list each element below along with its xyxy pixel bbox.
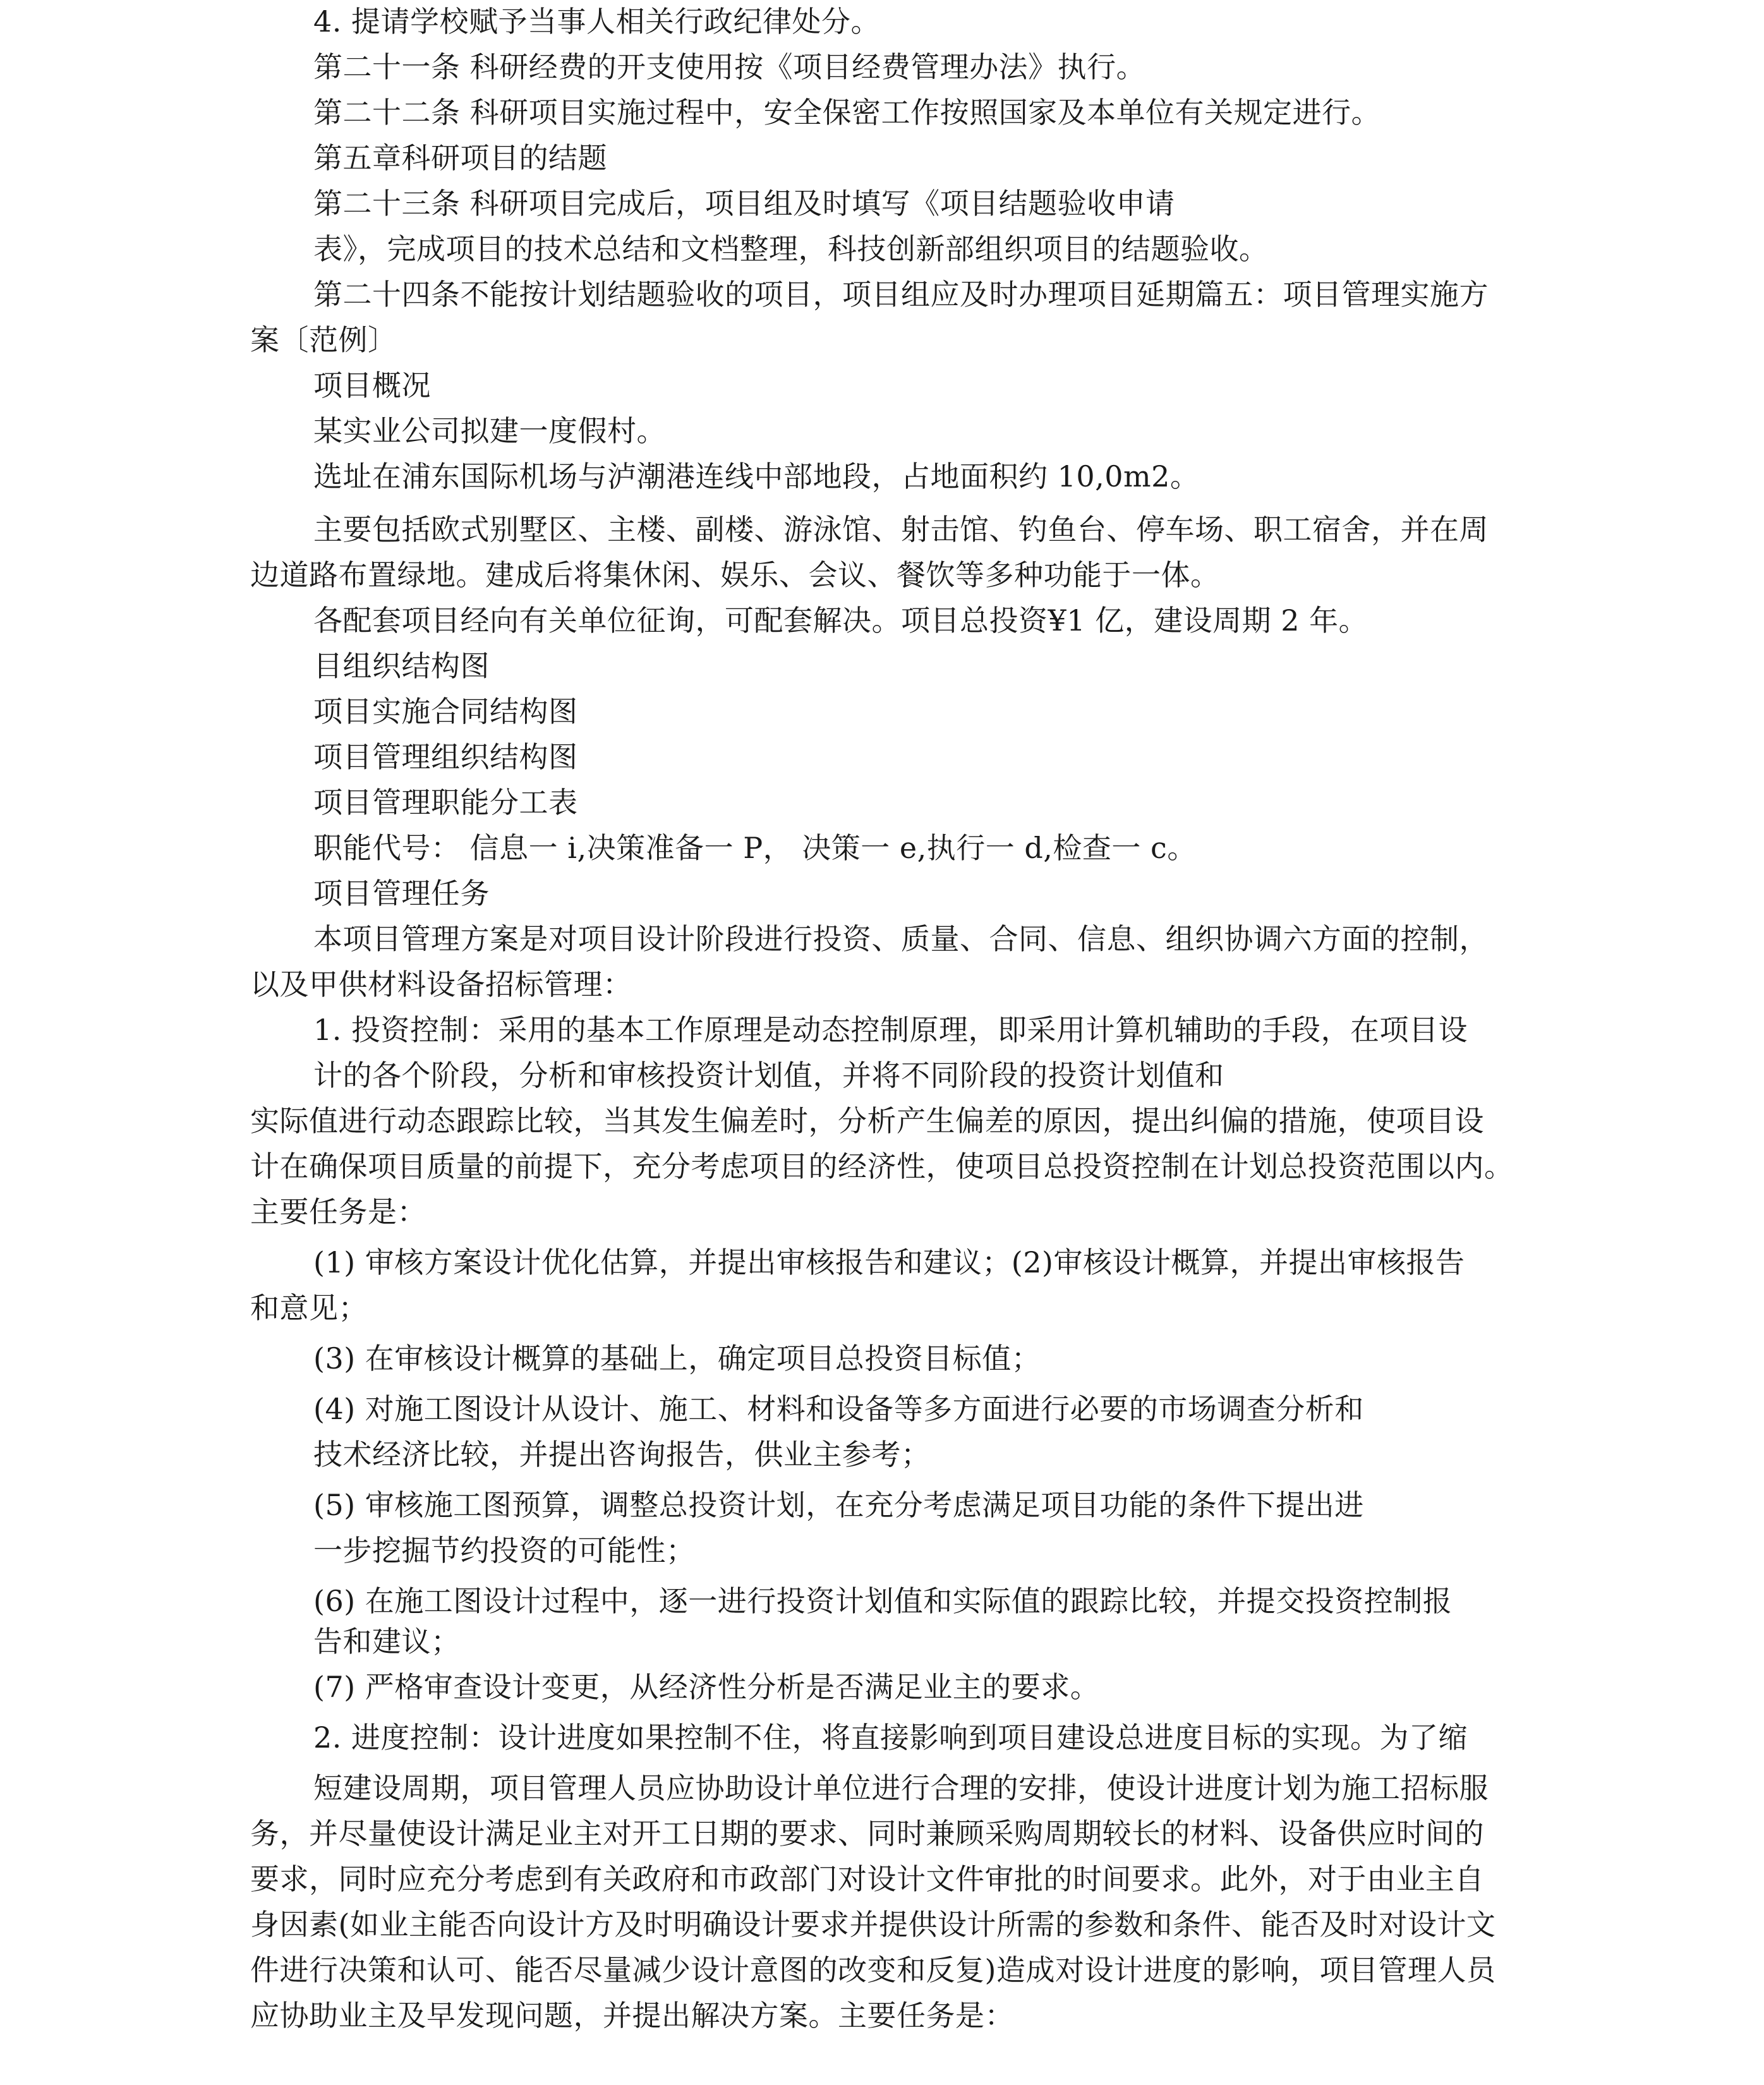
text-line: (1) 审核方案设计优化估算，并提出审核报告和建议；(2)审核设计概算，并提出审核报告 — [313, 1245, 1465, 1279]
text-line: 身因素(如业主能否向设计方及时明确设计要求并提供设计所需的参数和条件、能否及时对设计文 — [250, 1907, 1496, 1942]
text-line: 第二十一条 科研经费的开支使用按《项目经费管理办法》执行。 — [313, 50, 1146, 84]
text-line: 务，并尽量使设计满足业主对开工日期的要求、同时兼顾采购周期较长的材料、设备供应时间的 — [250, 1816, 1484, 1851]
text-line: 项目概况 — [313, 368, 431, 402]
text-line: 第五章科研项目的结题 — [313, 141, 607, 175]
text-line: 和意见； — [250, 1291, 368, 1325]
text-line: 第二十三条 科研项目完成后，项目组及时填写《项目结题验收申请 — [313, 186, 1175, 221]
text-line: 短建设周期，项目管理人员应协助设计单位进行合理的安排，使设计进度计划为施工招标服 — [313, 1771, 1489, 1805]
text-line: 应协助业主及早发现问题，并提出解决方案。主要任务是： — [250, 1998, 1014, 2033]
text-line: 一步挖掘节约投资的可能性； — [313, 1533, 696, 1568]
text-line: 件进行决策和认可、能否尽量减少设计意图的改变和反复)造成对设计进度的影响，项目管理人员 — [250, 1953, 1496, 1987]
text-line: 主要包括欧式别墅区、主楼、副楼、游泳馆、射击馆、钓鱼台、停车场、职工宿舍，并在周 — [313, 512, 1489, 547]
text-line: 目组织结构图 — [313, 649, 490, 683]
text-line: 本项目管理方案是对项目设计阶段进行投资、质量、合同、信息、组织协调六方面的控制， — [313, 922, 1489, 956]
text-line: 以及甲供材料设备招标管理： — [250, 967, 632, 1001]
text-line: 案〔范例〕 — [250, 323, 397, 357]
text-line: 主要任务是： — [250, 1195, 426, 1229]
text-line: 项目管理职能分工表 — [313, 785, 578, 819]
text-line: (6) 在施工图设计过程中，逐一进行投资计划值和实际值的跟踪比较，并提交投资控制报 — [313, 1584, 1453, 1618]
text-line: 1. 投资控制：采用的基本工作原理是动态控制原理，即采用计算机辅助的手段，在项目设 — [313, 1013, 1468, 1047]
text-line: (7) 严格审查设计变更，从经济性分析是否满足业主的要求。 — [313, 1670, 1100, 1704]
text-line: 告和建议； — [313, 1624, 461, 1659]
text-line: 第二十二条 科研项目实施过程中，安全保密工作按照国家及本单位有关规定进行。 — [313, 95, 1381, 130]
text-line: 项目管理任务 — [313, 876, 490, 910]
text-line: 各配套项目经向有关单位征询，可配套解决。项目总投资¥1 亿，建设周期 2 年。 — [313, 603, 1368, 638]
text-line: 选址在浦东国际机场与泸潮港连线中部地段，占地面积约 10,0m2。 — [313, 459, 1200, 493]
text-line: 某实业公司拟建一度假村。 — [313, 414, 666, 448]
text-line: 计在确保项目质量的前提下，充分考虑项目的经济性，使项目总投资控制在计划总投资范围以内。 — [250, 1149, 1514, 1183]
text-line: 职能代号： 信息一 i,决策准备一 P， 决策一 e,执行一 d,检查一 c。 — [313, 831, 1197, 865]
text-line: (5) 审核施工图预算，调整总投资计划，在充分考虑满足项目功能的条件下提出进 — [313, 1488, 1364, 1522]
text-line: 表》，完成项目的技术总结和文档整理，科技创新部组织项目的结题验收。 — [313, 232, 1269, 266]
text-line: 项目管理组织结构图 — [313, 740, 578, 774]
text-line: 计的各个阶段，分析和审核投资计划值，并将不同阶段的投资计划值和 — [313, 1058, 1224, 1092]
text-line: 技术经济比较，并提出咨询报告，供业主参考； — [313, 1437, 931, 1472]
text-line: (3) 在审核设计概算的基础上，确定项目总投资目标值； — [313, 1341, 1041, 1375]
text-line: (4) 对施工图设计从设计、施工、材料和设备等多方面进行必要的市场调查分析和 — [313, 1392, 1364, 1426]
text-line: 项目实施合同结构图 — [313, 694, 578, 728]
text-line: 边道路布置绿地。建成后将集休闲、娱乐、会议、餐饮等多种功能于一体。 — [250, 558, 1220, 592]
text-line: 实际值进行动态跟踪比较，当其发生偏差时，分析产生偏差的原因，提出纠偏的措施，使项目设 — [250, 1104, 1484, 1138]
text-line: 第二十四条不能按计划结题验收的项目，项目组应及时办理项目延期篇五：项目管理实施方 — [313, 277, 1489, 311]
text-line: 2. 进度控制：设计进度如果控制不住，将直接影响到项目建设总进度目标的实现。为了缩 — [313, 1720, 1468, 1755]
text-line: 要求，同时应充分考虑到有关政府和市政部门对设计文件审批的时间要求。此外，对于由业主自 — [250, 1862, 1484, 1896]
text-line: 4. 提请学校赋予当事人相关行政纪律处分。 — [313, 4, 881, 39]
